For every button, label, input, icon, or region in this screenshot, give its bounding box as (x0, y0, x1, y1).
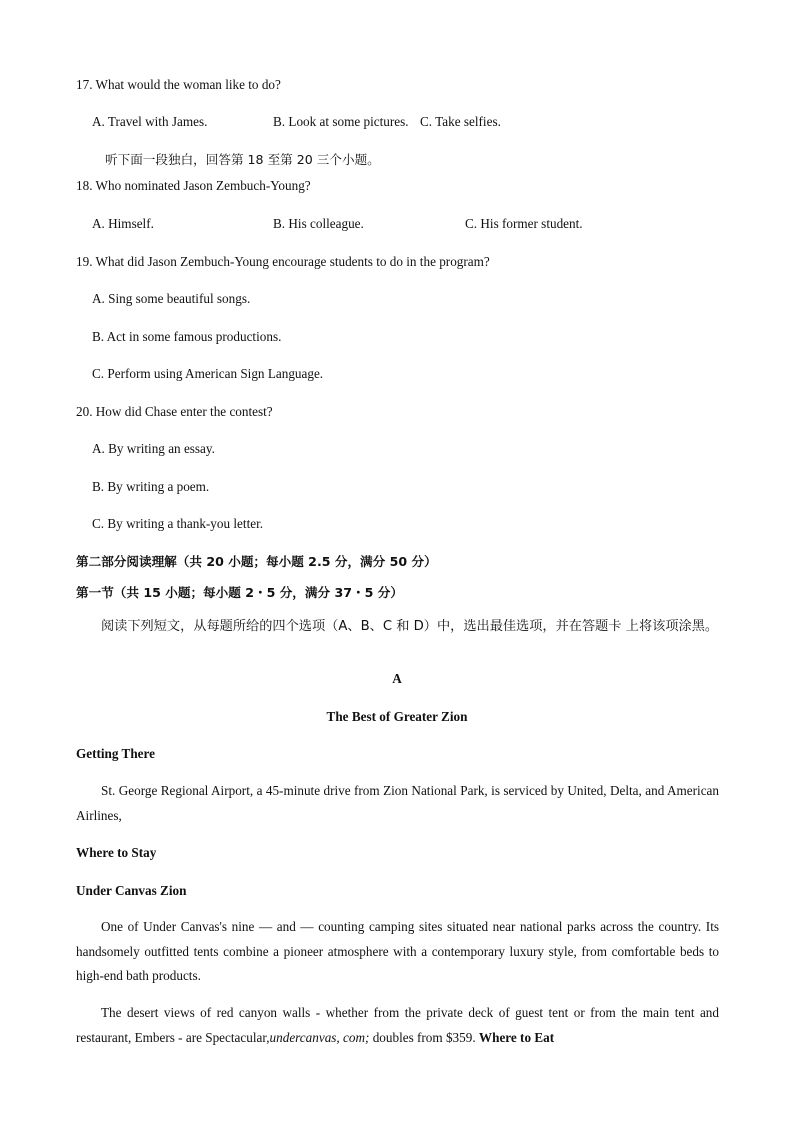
section-1-instruction: 阅读下列短文，从每题所给的四个选项（A、B、C 和 D）中，选出最佳选项，并在答题卡 上将该项涂黑。 (101, 619, 719, 634)
website-link-text: undercanvas, com; (269, 1029, 370, 1045)
getting-there-paragraph: St. George Regional Airport, a 45-minute drive from Zion National Park, is serviced by United, Delta, and American Airlines, (76, 783, 719, 823)
question-18-option-c: C. His former student. (465, 216, 583, 231)
desert-views-text: The desert views of red canyon walls - whether from the private deck of guest tent or from the main tent and restaurant, Embers - are Spectacular, (76, 1005, 719, 1045)
question-17-option-a: A. Travel with James. (92, 114, 208, 129)
question-20-option-b: B. By writing a poem. (92, 479, 210, 494)
passage-letter: A (392, 671, 402, 686)
question-18-option-a: A. Himself. (92, 216, 154, 231)
listening-instruction-18-20: 听下面一段独白，回答第 18 至第 20 三个小题。 (105, 152, 380, 167)
question-19-option-c: C. Perform using American Sign Language. (92, 366, 324, 381)
price-text: doubles from $359. (369, 1029, 476, 1045)
question-17-option-b: B. Look at some pictures. (273, 114, 409, 129)
question-17-stem: 17. What would the woman like to do? (76, 77, 281, 92)
part-2-heading: 第二部分阅读理解（共 20 小题；每小题 2.5 分，满分 50 分） (76, 554, 437, 569)
question-20-option-c: C. By writing a thank-you letter. (92, 516, 264, 531)
question-17-option-c: C. Take selfies. (420, 114, 501, 129)
question-19-stem: 19. What did Jason Zembuch-Young encourage students to do in the program? (76, 254, 490, 269)
question-19-option-a: A. Sing some beautiful songs. (92, 291, 251, 306)
question-20-stem: 20. How did Chase enter the contest? (76, 404, 273, 419)
under-canvas-heading: Under Canvas Zion (76, 883, 187, 898)
passage-title: The Best of Greater Zion (326, 709, 468, 724)
desert-views-paragraph (76, 1001, 719, 1050)
question-19-option-b: B. Act in some famous productions. (92, 329, 282, 344)
question-18-option-b: B. His colleague. (273, 216, 364, 231)
getting-there-heading: Getting There (76, 746, 155, 761)
where-to-stay-heading: Where to Stay (76, 845, 157, 860)
section-1-heading: 第一节（共 15 小题；每小题 2・5 分，满分 37・5 分） (76, 585, 403, 600)
question-18-stem: 18. Who nominated Jason Zembuch-Young? (76, 178, 311, 193)
where-to-eat-heading: Where to Eat (478, 1029, 555, 1045)
question-20-option-a: A. By writing an essay. (92, 441, 215, 456)
under-canvas-paragraph: One of Under Canvas's nine — and — counting camping sites situated near national parks across the country. Its handsomely outfitted tents combine a pioneer atmosphere with a contemporary luxury style, from comfortable beds to high-end bath products. (76, 919, 719, 983)
